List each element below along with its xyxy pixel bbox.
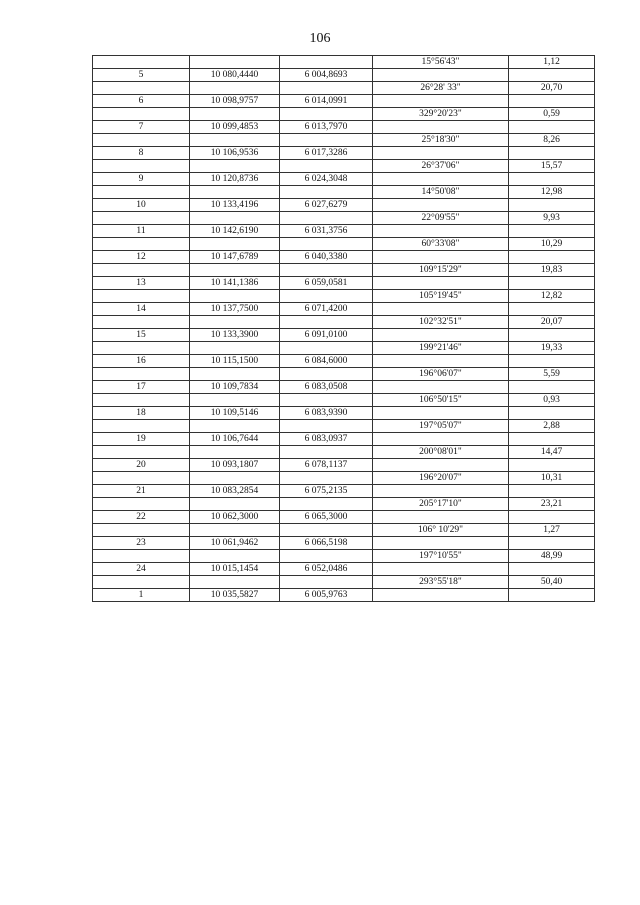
y-coordinate-cell: 6 059,0581 (280, 277, 373, 290)
point-cell: 7 (93, 121, 190, 134)
direction-angle-cell: 200°08'01" (373, 446, 509, 459)
direction-angle-cell: 60°33'08" (373, 238, 509, 251)
direction-angle-cell (373, 251, 509, 264)
x-coordinate-cell: 10 142,6190 (190, 225, 280, 238)
y-coordinate-cell (280, 368, 373, 381)
point-cell (93, 524, 190, 537)
distance-cell: 1,27 (509, 524, 595, 537)
distance-cell (509, 121, 595, 134)
direction-angle-cell (373, 69, 509, 82)
distance-cell: 19,33 (509, 342, 595, 355)
x-coordinate-cell: 10 015,1454 (190, 563, 280, 576)
y-coordinate-cell: 6 052,0486 (280, 563, 373, 576)
coordinates-table-body (93, 56, 595, 602)
point-cell: 13 (93, 277, 190, 290)
point-cell (93, 368, 190, 381)
point-cell: 1 (93, 589, 190, 602)
table-row (93, 472, 595, 485)
table-row (93, 355, 595, 368)
table-row (93, 433, 595, 446)
point-cell (93, 316, 190, 329)
y-coordinate-cell (280, 498, 373, 511)
point-cell: 10 (93, 199, 190, 212)
x-coordinate-cell: 10 106,7644 (190, 433, 280, 446)
table-row (93, 56, 595, 69)
direction-angle-cell (373, 485, 509, 498)
distance-cell (509, 199, 595, 212)
table-row (93, 550, 595, 563)
distance-cell (509, 95, 595, 108)
table-row (93, 511, 595, 524)
direction-angle-cell: 329°20'23" (373, 108, 509, 121)
x-coordinate-cell: 10 083,2854 (190, 485, 280, 498)
direction-angle-cell (373, 563, 509, 576)
x-coordinate-cell: 10 106,9536 (190, 147, 280, 160)
direction-angle-cell (373, 329, 509, 342)
x-coordinate-cell (190, 576, 280, 589)
table-row (93, 147, 595, 160)
distance-cell: 5,59 (509, 368, 595, 381)
x-coordinate-cell: 10 109,5146 (190, 407, 280, 420)
x-coordinate-cell: 10 141,1386 (190, 277, 280, 290)
direction-angle-cell: 109°15'29" (373, 264, 509, 277)
direction-angle-cell: 14°50'08" (373, 186, 509, 199)
point-cell (93, 420, 190, 433)
x-coordinate-cell (190, 368, 280, 381)
x-coordinate-cell (190, 446, 280, 459)
direction-angle-cell (373, 407, 509, 420)
direction-angle-cell: 196°06'07" (373, 368, 509, 381)
x-coordinate-cell (190, 160, 280, 173)
point-cell: 19 (93, 433, 190, 446)
direction-angle-cell (373, 589, 509, 602)
direction-angle-cell (373, 173, 509, 186)
x-coordinate-cell (190, 212, 280, 225)
y-coordinate-cell (280, 82, 373, 95)
point-cell: 23 (93, 537, 190, 550)
y-coordinate-cell (280, 446, 373, 459)
table-row (93, 160, 595, 173)
point-cell: 14 (93, 303, 190, 316)
x-coordinate-cell (190, 108, 280, 121)
x-coordinate-cell (190, 342, 280, 355)
table-row (93, 459, 595, 472)
distance-cell (509, 459, 595, 472)
table-row (93, 407, 595, 420)
point-cell: 5 (93, 69, 190, 82)
y-coordinate-cell: 6 040,3380 (280, 251, 373, 264)
distance-cell: 10,29 (509, 238, 595, 251)
point-cell: 20 (93, 459, 190, 472)
y-coordinate-cell: 6 004,8693 (280, 69, 373, 82)
point-cell (93, 82, 190, 95)
distance-cell: 12,98 (509, 186, 595, 199)
point-cell (93, 394, 190, 407)
y-coordinate-cell (280, 238, 373, 251)
x-coordinate-cell (190, 134, 280, 147)
table-row (93, 238, 595, 251)
table-row (93, 95, 595, 108)
distance-cell: 9,93 (509, 212, 595, 225)
distance-cell (509, 69, 595, 82)
x-coordinate-cell: 10 061,9462 (190, 537, 280, 550)
direction-angle-cell (373, 95, 509, 108)
table-row (93, 121, 595, 134)
table-row (93, 316, 595, 329)
table-row (93, 420, 595, 433)
y-coordinate-cell (280, 316, 373, 329)
table-row (93, 329, 595, 342)
x-coordinate-cell: 10 115,1500 (190, 355, 280, 368)
y-coordinate-cell: 6 083,0937 (280, 433, 373, 446)
table-row (93, 225, 595, 238)
y-coordinate-cell (280, 576, 373, 589)
direction-angle-cell: 105°19'45" (373, 290, 509, 303)
direction-angle-cell: 197°10'55" (373, 550, 509, 563)
point-cell: 8 (93, 147, 190, 160)
distance-cell (509, 381, 595, 394)
direction-angle-cell (373, 147, 509, 160)
point-cell (93, 290, 190, 303)
direction-angle-cell: 106° 10'29" (373, 524, 509, 537)
distance-cell: 2,88 (509, 420, 595, 433)
direction-angle-cell: 196°20'07" (373, 472, 509, 485)
point-cell (93, 56, 190, 69)
y-coordinate-cell: 6 083,0508 (280, 381, 373, 394)
x-coordinate-cell: 10 147,6789 (190, 251, 280, 264)
table-row (93, 446, 595, 459)
distance-cell (509, 251, 595, 264)
distance-cell: 19,83 (509, 264, 595, 277)
table-row (93, 563, 595, 576)
point-cell (93, 446, 190, 459)
table-row (93, 498, 595, 511)
y-coordinate-cell: 6 031,3756 (280, 225, 373, 238)
point-cell (93, 550, 190, 563)
x-coordinate-cell: 10 133,3900 (190, 329, 280, 342)
x-coordinate-cell (190, 82, 280, 95)
direction-angle-cell (373, 381, 509, 394)
distance-cell (509, 485, 595, 498)
direction-angle-cell (373, 225, 509, 238)
direction-angle-cell: 106°50'15" (373, 394, 509, 407)
y-coordinate-cell: 6 078,1137 (280, 459, 373, 472)
y-coordinate-cell: 6 083,9390 (280, 407, 373, 420)
y-coordinate-cell (280, 56, 373, 69)
point-cell (93, 498, 190, 511)
y-coordinate-cell (280, 420, 373, 433)
table-row (93, 342, 595, 355)
distance-cell (509, 537, 595, 550)
table-row (93, 134, 595, 147)
point-cell: 17 (93, 381, 190, 394)
direction-angle-cell (373, 511, 509, 524)
distance-cell: 15,57 (509, 160, 595, 173)
direction-angle-cell (373, 355, 509, 368)
table-row (93, 303, 595, 316)
y-coordinate-cell: 6 005,9763 (280, 589, 373, 602)
y-coordinate-cell: 6 065,3000 (280, 511, 373, 524)
y-coordinate-cell: 6 066,5198 (280, 537, 373, 550)
y-coordinate-cell (280, 160, 373, 173)
distance-cell: 20,07 (509, 316, 595, 329)
direction-angle-cell: 199°21'46" (373, 342, 509, 355)
distance-cell: 10,31 (509, 472, 595, 485)
table-row (93, 394, 595, 407)
point-cell (93, 212, 190, 225)
y-coordinate-cell (280, 342, 373, 355)
y-coordinate-cell: 6 084,6000 (280, 355, 373, 368)
distance-cell: 14,47 (509, 446, 595, 459)
direction-angle-cell (373, 303, 509, 316)
y-coordinate-cell (280, 108, 373, 121)
x-coordinate-cell (190, 290, 280, 303)
direction-angle-cell: 26°37'06" (373, 160, 509, 173)
point-cell (93, 264, 190, 277)
y-coordinate-cell: 6 027,6279 (280, 199, 373, 212)
x-coordinate-cell (190, 420, 280, 433)
table-row (93, 186, 595, 199)
distance-cell (509, 511, 595, 524)
y-coordinate-cell: 6 024,3048 (280, 173, 373, 186)
point-cell (93, 134, 190, 147)
point-cell (93, 186, 190, 199)
point-cell: 12 (93, 251, 190, 264)
distance-cell (509, 329, 595, 342)
x-coordinate-cell (190, 238, 280, 251)
direction-angle-cell: 22°09'55" (373, 212, 509, 225)
point-cell: 18 (93, 407, 190, 420)
y-coordinate-cell: 6 017,3286 (280, 147, 373, 160)
table-row (93, 576, 595, 589)
x-coordinate-cell (190, 472, 280, 485)
distance-cell (509, 589, 595, 602)
y-coordinate-cell: 6 014,0991 (280, 95, 373, 108)
table-row (93, 69, 595, 82)
direction-angle-cell: 15°56'43" (373, 56, 509, 69)
x-coordinate-cell (190, 186, 280, 199)
y-coordinate-cell (280, 524, 373, 537)
y-coordinate-cell: 6 091,0100 (280, 329, 373, 342)
x-coordinate-cell: 10 099,4853 (190, 121, 280, 134)
distance-cell (509, 563, 595, 576)
direction-angle-cell (373, 433, 509, 446)
x-coordinate-cell (190, 498, 280, 511)
x-coordinate-cell (190, 394, 280, 407)
table-row (93, 524, 595, 537)
x-coordinate-cell: 10 120,8736 (190, 173, 280, 186)
x-coordinate-cell: 10 109,7834 (190, 381, 280, 394)
point-cell: 6 (93, 95, 190, 108)
x-coordinate-cell: 10 137,7500 (190, 303, 280, 316)
distance-cell (509, 277, 595, 290)
y-coordinate-cell (280, 212, 373, 225)
table-row (93, 381, 595, 394)
table-row (93, 589, 595, 602)
y-coordinate-cell (280, 394, 373, 407)
x-coordinate-cell (190, 316, 280, 329)
point-cell (93, 342, 190, 355)
point-cell (93, 472, 190, 485)
x-coordinate-cell: 10 080,4440 (190, 69, 280, 82)
x-coordinate-cell: 10 093,1807 (190, 459, 280, 472)
point-cell: 16 (93, 355, 190, 368)
point-cell: 9 (93, 173, 190, 186)
x-coordinate-cell (190, 264, 280, 277)
distance-cell (509, 147, 595, 160)
table-row (93, 212, 595, 225)
table-row (93, 82, 595, 95)
distance-cell (509, 225, 595, 238)
x-coordinate-cell: 10 062,3000 (190, 511, 280, 524)
y-coordinate-cell (280, 264, 373, 277)
distance-cell: 20,70 (509, 82, 595, 95)
direction-angle-cell (373, 537, 509, 550)
distance-cell: 48,99 (509, 550, 595, 563)
x-coordinate-cell (190, 56, 280, 69)
y-coordinate-cell: 6 071,4200 (280, 303, 373, 316)
page-number: 106 (309, 31, 331, 46)
point-cell (93, 576, 190, 589)
direction-angle-cell: 293°55'18" (373, 576, 509, 589)
y-coordinate-cell (280, 290, 373, 303)
x-coordinate-cell: 10 133,4196 (190, 199, 280, 212)
point-cell: 21 (93, 485, 190, 498)
distance-cell (509, 407, 595, 420)
table-row (93, 264, 595, 277)
x-coordinate-cell: 10 035,5827 (190, 589, 280, 602)
point-cell (93, 160, 190, 173)
distance-cell (509, 433, 595, 446)
distance-cell: 8,26 (509, 134, 595, 147)
distance-cell: 50,40 (509, 576, 595, 589)
direction-angle-cell (373, 199, 509, 212)
y-coordinate-cell (280, 472, 373, 485)
y-coordinate-cell: 6 075,2135 (280, 485, 373, 498)
x-coordinate-cell (190, 524, 280, 537)
y-coordinate-cell (280, 550, 373, 563)
y-coordinate-cell (280, 186, 373, 199)
direction-angle-cell: 25°18'30" (373, 134, 509, 147)
distance-cell (509, 173, 595, 186)
coordinates-table (92, 55, 595, 602)
table-row (93, 290, 595, 303)
table-row (93, 251, 595, 264)
direction-angle-cell: 102°32'51" (373, 316, 509, 329)
distance-cell (509, 303, 595, 316)
point-cell: 11 (93, 225, 190, 238)
point-cell (93, 108, 190, 121)
distance-cell: 12,82 (509, 290, 595, 303)
point-cell: 22 (93, 511, 190, 524)
table-row (93, 485, 595, 498)
table-row (93, 173, 595, 186)
direction-angle-cell (373, 459, 509, 472)
distance-cell: 0,59 (509, 108, 595, 121)
point-cell (93, 238, 190, 251)
distance-cell (509, 355, 595, 368)
x-coordinate-cell (190, 550, 280, 563)
direction-angle-cell (373, 121, 509, 134)
point-cell: 24 (93, 563, 190, 576)
table-row (93, 199, 595, 212)
direction-angle-cell: 205°17'10" (373, 498, 509, 511)
table-row (93, 368, 595, 381)
table-row (93, 537, 595, 550)
table-row (93, 108, 595, 121)
point-cell: 15 (93, 329, 190, 342)
direction-angle-cell: 26°28' 33" (373, 82, 509, 95)
y-coordinate-cell (280, 134, 373, 147)
table-row (93, 277, 595, 290)
y-coordinate-cell: 6 013,7970 (280, 121, 373, 134)
distance-cell: 0,93 (509, 394, 595, 407)
direction-angle-cell: 197°05'07" (373, 420, 509, 433)
direction-angle-cell (373, 277, 509, 290)
distance-cell: 1,12 (509, 56, 595, 69)
distance-cell: 23,21 (509, 498, 595, 511)
x-coordinate-cell: 10 098,9757 (190, 95, 280, 108)
